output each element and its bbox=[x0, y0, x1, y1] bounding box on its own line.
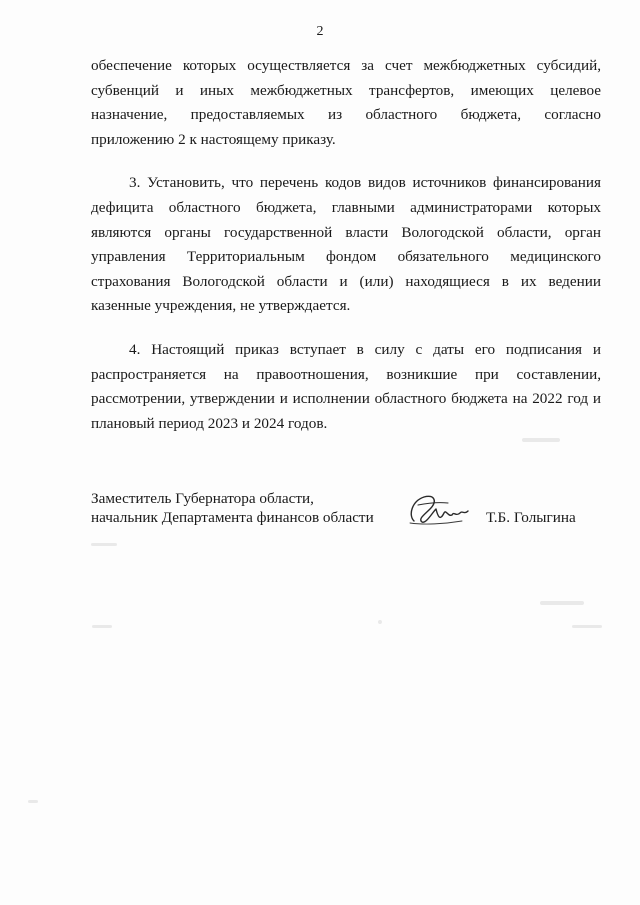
text-line: плановый период 2023 и 2024 годов. bbox=[91, 414, 328, 432]
scan-artifact bbox=[91, 543, 117, 546]
scan-artifact bbox=[378, 620, 382, 624]
text-line: дефицита областного бюджета, главными администраторами которых bbox=[91, 198, 601, 216]
signature-block bbox=[91, 489, 611, 549]
handwritten-signature-icon bbox=[404, 491, 474, 529]
paragraph-3 bbox=[91, 171, 601, 319]
document-body bbox=[91, 54, 601, 455]
paragraph-4 bbox=[91, 338, 601, 436]
scan-artifact bbox=[540, 601, 584, 605]
page-number: 2 bbox=[316, 24, 324, 39]
text-line: распространяется на правоотношения, возникшие при составлении, bbox=[91, 365, 601, 383]
scan-artifact bbox=[92, 625, 112, 628]
text-line: казенные учреждения, не утверждается. bbox=[91, 297, 351, 315]
text-line: страхования Вологодской области и (или) находящиеся в их ведении bbox=[91, 272, 601, 290]
text-line: назначение, предоставляемых из областного бюджета, согласно bbox=[91, 106, 601, 124]
text-line: 3. Установить, что перечень кодов видов источников финансирования bbox=[129, 174, 601, 192]
text-line: управления Территориальным фондом обязательного медицинского bbox=[91, 248, 601, 266]
text-line: приложению 2 к настоящему приказу. bbox=[91, 130, 336, 148]
text-line: обеспечение которых осуществляется за счет межбюджетных субсидий, bbox=[91, 57, 601, 74]
text-line: 4. Настоящий приказ вступает в силу с даты его подписания и bbox=[129, 340, 601, 358]
text-line: рассмотрении, утверждении и исполнении областного бюджета на 2022 год и bbox=[91, 390, 601, 408]
signatory-title-line-1: Заместитель Губернатора области, bbox=[91, 490, 314, 507]
signatory-title bbox=[91, 489, 374, 527]
text-line: являются органы государственной власти Вологодской области, орган bbox=[91, 223, 601, 241]
paragraph-1 bbox=[91, 54, 601, 152]
signatory-title-line-2: начальник Департамента финансов области bbox=[91, 509, 374, 526]
scan-artifact bbox=[522, 438, 560, 442]
scan-artifact bbox=[28, 800, 38, 803]
signatory-name: Т.Б. Голыгина bbox=[486, 509, 576, 526]
text-line: субвенций и иных межбюджетных трансфертов, имеющих целевое bbox=[91, 81, 601, 99]
scan-artifact bbox=[572, 625, 602, 628]
